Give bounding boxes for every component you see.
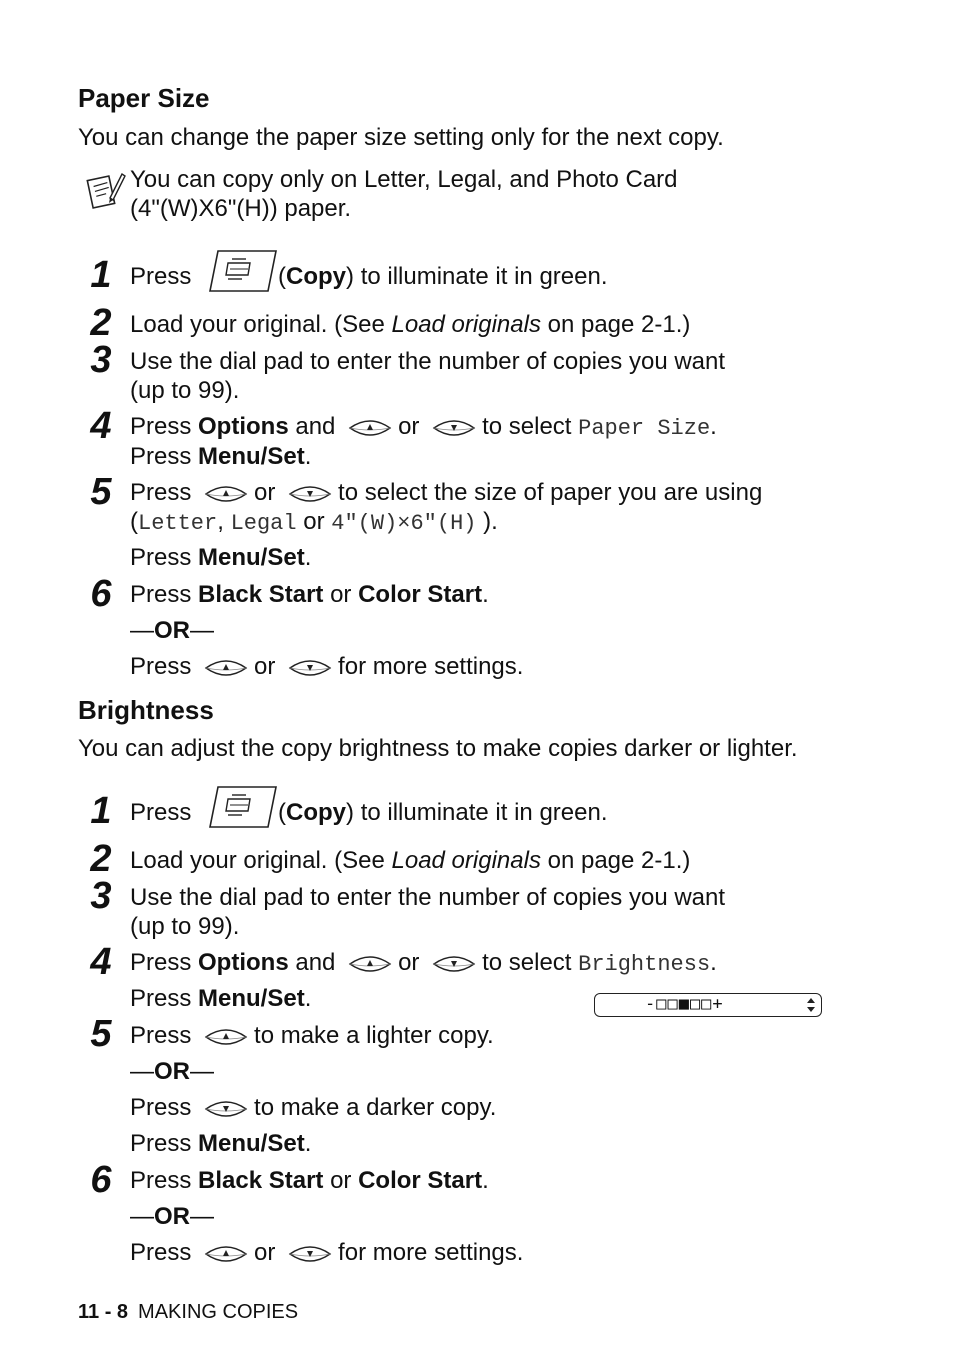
step-number: 4 <box>90 941 112 983</box>
note-line-2: (4"(W)X6"(H)) paper. <box>130 195 352 222</box>
step-number: 3 <box>90 339 112 381</box>
step-3-line-2: (up to 99). <box>130 913 240 940</box>
step-3-line-1: Use the dial pad to enter the number of copies you want <box>130 884 726 911</box>
page-footer <box>78 1301 298 1324</box>
copy-key-icon <box>206 785 278 829</box>
step-number: 4 <box>90 405 112 447</box>
step-4-line-2: Press Menu/Set. <box>130 985 312 1012</box>
step-6-line-1: Press Black Start or Color Start. <box>130 581 489 608</box>
step-4-line-1: Press Options and or to select Paper Size. <box>130 413 717 441</box>
step-2-text: Load your original. (See Load originals on page 2-1.) <box>130 847 691 874</box>
step-4-line-1: Press Options and or to select Brightness. <box>130 949 717 977</box>
section-title-brightness: Brightness <box>78 695 214 725</box>
up-arrow-key-icon <box>348 954 392 974</box>
down-arrow-key-icon <box>288 484 332 504</box>
or-separator: —OR— <box>130 617 214 644</box>
step-3-line-2: (up to 99). <box>130 377 240 404</box>
note-line-1: You can copy only on Letter, Legal, and Photo Card <box>130 166 678 193</box>
brightness-scale: -□□■□□+ <box>645 994 724 1014</box>
up-arrow-key-icon <box>204 658 248 678</box>
down-arrow-key-icon <box>288 1244 332 1264</box>
step-5-line-1: Press to make a lighter copy. <box>130 1022 494 1049</box>
page-number: 11 - 8 <box>78 1301 129 1323</box>
more-settings-line: Press or for more settings. <box>130 1239 524 1266</box>
down-arrow-key-icon <box>204 1099 248 1119</box>
down-arrow-key-icon <box>432 954 476 974</box>
up-arrow-key-icon <box>348 418 392 438</box>
paper-size-intro: You can change the paper size setting only for the next copy. <box>78 124 724 151</box>
or-separator: —OR— <box>130 1203 214 1230</box>
step-number: 5 <box>90 471 112 513</box>
step-5-line-1: Press or to select the size of paper you are using <box>130 479 763 506</box>
step-5-line-3: Press Menu/Set. <box>130 544 312 571</box>
brightness-intro: You can adjust the copy brightness to make copies darker or lighter. <box>78 735 798 762</box>
step-number: 1 <box>90 254 112 296</box>
copy-key-icon <box>206 249 278 293</box>
step-5-line-4: Press Menu/Set. <box>130 1130 312 1157</box>
step-number: 6 <box>90 1159 112 1201</box>
step-6-line-1: Press Black Start or Color Start. <box>130 1167 489 1194</box>
step-3-line-1: Use the dial pad to enter the number of copies you want <box>130 348 726 375</box>
step-1-text: Press (Copy) to illuminate it in green. <box>130 798 608 829</box>
step-number: 5 <box>90 1013 112 1055</box>
step-number: 2 <box>90 838 112 880</box>
note-pencil-icon <box>86 168 126 212</box>
lcd-brightness-display <box>594 993 822 1017</box>
up-arrow-key-icon <box>204 1027 248 1047</box>
step-number: 2 <box>90 302 112 344</box>
step-number: 6 <box>90 573 112 615</box>
up-arrow-key-icon <box>204 1244 248 1264</box>
step-number: 3 <box>90 875 112 917</box>
section-title-paper-size: Paper Size <box>78 83 210 113</box>
step-5-line-2: (Letter, Legal or 4"(W)×6"(H) ). <box>130 508 498 536</box>
down-arrow-key-icon <box>288 658 332 678</box>
section-name: MAKING COPIES <box>138 1301 299 1323</box>
down-arrow-key-icon <box>432 418 476 438</box>
step-2-text: Load your original. (See Load originals on page 2-1.) <box>130 311 691 338</box>
step-1-text: Press (Copy) to illuminate it in green. <box>130 262 608 293</box>
up-arrow-key-icon <box>204 484 248 504</box>
step-5-line-3: Press to make a darker copy. <box>130 1094 497 1121</box>
up-down-scroll-icon <box>806 997 816 1013</box>
step-number: 1 <box>90 790 112 832</box>
step-4-line-2: Press Menu/Set. <box>130 443 312 470</box>
or-separator: —OR— <box>130 1058 214 1085</box>
more-settings-line: Press or for more settings. <box>130 653 524 680</box>
